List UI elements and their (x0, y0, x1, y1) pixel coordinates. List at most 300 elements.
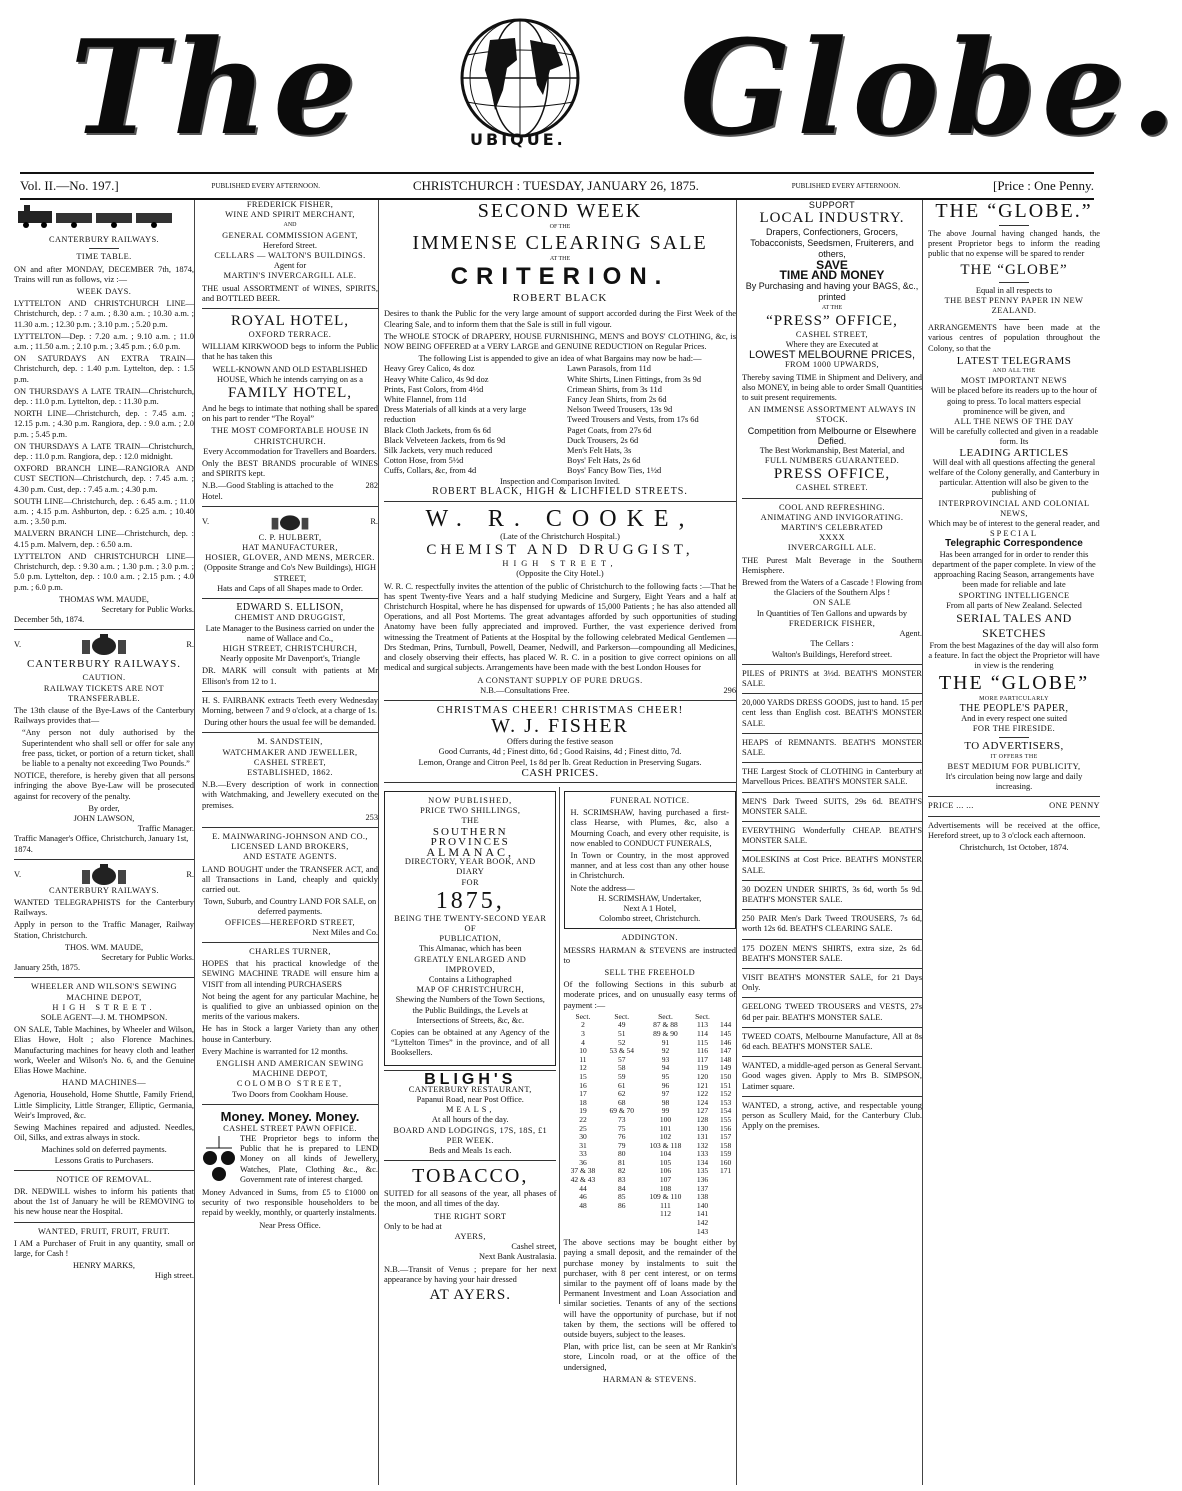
table-cell: 158 (720, 1140, 732, 1150)
table-cell: 100 (659, 1114, 672, 1124)
advanced: Money Advanced in Sums, from £5 to £1000 on security of two responsible householders to be repaid by weekly, monthly, or quarterly instalments. (202, 1188, 378, 1218)
table-cell: 134 (696, 1157, 709, 1167)
telegraphic: Telegraphic Correspondence (945, 538, 1083, 550)
sections-text: The above sections may be bought either by paying a small deposit, and the remainder of the purchase money by instalments to suit the purchaser, with 8 per cent interest, or on terms similar to the payment off of loans made by the Permanent Investment and Loan Association and similar societies. Tenants of any of the sections will have the opportunity of purchase, but if not taken by them, the sections will be offered to outside buyers, subject to the leases. (563, 1238, 736, 1340)
timetable-entry: LYTTELTON AND CHRISTCHURCH LINE—Christchurch, dep. : 7 a.m. ; 8.30 a.m. ; 10.30 a.m. ; 11.30 a.m. ; 12.30 p.m. ; 3.10 p.m. ; 5.20 p.m. (14, 299, 194, 329)
circulation: It's circulation being now large and daily increasing. (945, 771, 1083, 792)
sections-header-cell: Sect. (575, 1011, 591, 1021)
usual: THE usual ASSORTMENT of WINES, SPIRITS, and BOTTLED BEER. (202, 283, 378, 303)
removal: DR. NEDWILL wishes to inform his patients that about the 1st of January he will be REMOVING to his new house near the Hospital. (14, 1187, 194, 1217)
timetable-entry: ON THURSDAYS A LATE TRAIN—Christchurch, dep. : 11.0 p.m. Lyttelton, dep. : 11.30 p.m. (14, 386, 194, 407)
only: Only to be had at (384, 1221, 442, 1231)
workmanship: The Best Workmanship, Best Material, and (759, 446, 905, 456)
lawson-title: Traffic Manager. (137, 824, 194, 834)
table-row (564, 1202, 736, 1211)
year-1875: 1875, (435, 887, 505, 914)
offices: OFFICES—HEREFORD STREET, (225, 917, 355, 927)
at-the: AT THE (821, 304, 843, 311)
table-cell: 98 (661, 1097, 670, 1107)
received: Advertisements will be received at the office, Hereford street, up to 3 o'clock each afternoon. (928, 820, 1100, 840)
support: SUPPORT (808, 200, 856, 210)
colombo: Colombo street, Christchurch. (599, 914, 701, 924)
beath-ad: HEAPS of REMNANTS. BEATH'S MONSTER SALE. (742, 737, 922, 757)
next-bank: Next Bank Australasia. (479, 1252, 557, 1262)
black-address: ROBERT BLACK, HIGH & LICHFIELD STREETS. (432, 485, 688, 497)
table-cell: 145 (720, 1028, 732, 1038)
equal: Equal in all respects to (975, 285, 1053, 295)
table-cell: 151 (720, 1080, 732, 1090)
table-cell: 159 (720, 1149, 732, 1159)
deal: Will deal with all questions affecting the general welfare of the Colony generally, and Canterbury in particular. Attention will also be given to the publishing of (928, 457, 1100, 498)
table-cell: 18 (579, 1097, 587, 1107)
weekdays-heading: WEEK DAYS. (76, 287, 132, 297)
table-cell: 116 (697, 1046, 709, 1056)
table-cell: 12 (579, 1063, 587, 1073)
cooke-text: W. R. C. respectfully invites the attention of the public of Christchurch to the following facts :—That he has spent Twenty-five Years and a half studying Medicine and Surgery, Eight Years and a half at Christchurch Hospital, where he has dispensed for upwards of 15,000 Patients ; he has also attended all Operations, and all Post Mortems. The great advantages afforded by such opportunities of studing Anatomy have been fully appreciated and improved. Further, the vast experience derived from witnessing the Treatment of Patients at the Hospital by the following celebrated Medical Gentlemen —Drs Stedman, Prins, Turnbull, Powell, Deamer, Nedwill, and Parkerson—compounding all Medicines, and closely observing their effects, has placed W. R. C. in a position to give correct opinions on all medical and surgical subjects. Arrangements have been made with the best London Houses for (384, 581, 736, 673)
table-cell: 79 (618, 1140, 626, 1150)
beath-ad: PILES of PRINTS at 3½d. BEATH'S MONSTER SALE. (742, 668, 922, 688)
table-cell (641, 1228, 690, 1237)
sole-agent: SOLE AGENT—J. M. THOMPSON. (40, 1013, 168, 1022)
thereby: Thereby saving TIME in Shipment and Delivery, and also MONEY, in being able to order Small Quantities to suit present requirements. (742, 372, 922, 403)
table-cell: 96 (661, 1080, 670, 1090)
funeral: H. SCRIMSHAW, having purchased a first-class Hearse, with Plumes, &c, also a Mourning Coach, and every other requisite, is now enabled to CONDUCT FUNERALS, (570, 808, 729, 848)
town: Town, Suburb, and Country LAND FOR SALE, on deferred payments. (203, 897, 377, 917)
funeral2: In Town or Country, in the most approved manner, and at less cost than any other house in Christchurch. (570, 850, 729, 881)
table-row (564, 1064, 736, 1073)
two-doors: Two Doors from Cookham House. (232, 1089, 348, 1099)
mainwaring: E. MAINWARING-JOHNSON AND CO., LICENSED LAND BROKERS, (212, 831, 368, 852)
table-cell: 127 (696, 1106, 709, 1116)
sections-table (564, 1013, 736, 1236)
timetable-entry: LYTTELTON—Dep. : 7.20 a.m. ; 9.10 a.m. ; 11.0 a.m. ; 11.50 a.m. ; 2.10 p.m. ; 3.45 p.m. ; 6.0 p.m. (14, 331, 194, 352)
beath-ad: 250 PAIR Men's Dark Tweed TROUSERS, 7s 6d, worth 12s 6d. BEATH'S CLEARING SALE. (742, 914, 922, 934)
table-cell (564, 1219, 603, 1228)
offers: IT OFFERS THE (990, 753, 1038, 760)
lawson: JOHN LAWSON, (73, 813, 135, 823)
table-row (564, 1082, 736, 1091)
rail-title: CANTERBURY RAILWAYS. (48, 885, 160, 895)
beath-ad: TWEED COATS, Melbourne Manufacture, All at 8s 6d each. BEATH'S MONSTER SALE. (742, 1031, 922, 1051)
the: THE (461, 816, 479, 826)
table-cell: 62 (618, 1089, 626, 1099)
column-5 (928, 200, 1100, 1485)
at-ayers: AT AYERS. (429, 1287, 511, 1304)
table-cell: 22 (579, 1114, 587, 1124)
table-cell: 153 (720, 1097, 732, 1107)
tickets-notice: RAILWAY TICKETS ARE NOT TRANSFERABLE. (43, 683, 165, 703)
press-office: “PRESS” OFFICE, (766, 312, 898, 329)
timetable-entry: SOUTH LINE—Christchurch, dep. : 6.45 a.m. ; 11.0 a.m. ; 4.15 p.m. Ashburton, dep. : 6.25 a.m. ; 10.40 a.m. ; 3.50 p.m. (14, 496, 194, 527)
venus: N.B.—Transit of Venus ; prepare for her next appearance by having your hair dressed (384, 1264, 557, 1284)
cool: COOL AND REFRESHING. (778, 502, 886, 512)
opp-city-hotel: (Opposite the City Hotel.) (516, 569, 604, 579)
masthead (0, 0, 1182, 170)
office: Traffic Manager's Office, Christchurch, January 1st, 1874. (14, 834, 189, 854)
turner: CHARLES TURNER, (249, 946, 331, 956)
supply: A CONSTANT SUPPLY OF PURE DRUGS. (477, 675, 643, 685)
bargain-item: Black Velveteen Jackets, from 6s 9d (384, 435, 506, 445)
animating: ANIMATING AND INVIGORATING. (760, 512, 904, 522)
meals: MEALS, (445, 1105, 495, 1115)
board: BOARD AND LODGINGS, 17S, 18S, £1 PER WEEK. (393, 1125, 548, 1145)
table-cell: 76 (618, 1132, 626, 1142)
hosier: HOSIER, GLOVER, AND MENS, MERCER. (205, 553, 375, 563)
notice: NOTICE, therefore, is hereby given that all persons infringing the above Bye-Law will be prosecuted against for recovery of the penalty. (14, 771, 194, 801)
quote: “Any person not duly authorised by the Superintendent who shall sell or offer for sale any free pass, ticket, or portion of a return ticket, shall be liable to a penalty not exceeding Two Pounds.” (22, 728, 194, 768)
bargain-item: Nelson Tweed Trousers, 13s 9d (567, 405, 673, 415)
table-cell: 149 (720, 1063, 732, 1073)
column-4 (742, 200, 923, 1485)
column-3 (384, 200, 737, 1485)
price-value: ONE PENNY (1049, 801, 1100, 811)
bargain-item: White Shirts, Linen Fittings, from 3s 9d (567, 374, 702, 384)
at-the: AT THE (549, 256, 571, 263)
cashel: CASHEL STREET, (253, 757, 327, 767)
table-cell: 133 (696, 1149, 709, 1159)
timetable-entry: ON THURSDAYS A LATE TRAIN—Christchurch, dep. : 11.0 p.m. Rangiora, dep. : 12.0 midnight. (14, 441, 194, 462)
bargain-item: Tweed Trousers and Vests, from 17s 6d (567, 415, 699, 425)
invercargill: INVERCARGILL ALE. (787, 543, 877, 553)
table-cell: 75 (618, 1123, 626, 1133)
table-cell: 144 (720, 1020, 732, 1030)
fruit: I AM a Purchaser of Fruit in any quantity, small or large, for Cash ! (14, 1238, 194, 1259)
family-hotel: FAMILY HOTEL, (228, 385, 352, 402)
table-cell: 52 (618, 1037, 626, 1047)
price-two: PRICE TWO SHILLINGS, (420, 806, 521, 816)
full: FULL NUMBERS GUARANTEED. (764, 456, 900, 466)
table-cell: 58 (618, 1063, 626, 1073)
best-penny: THE BEST PENNY PAPER IN NEW ZEALAND. (944, 295, 1084, 316)
money-heading: Money. Money. Money. (220, 1108, 360, 1124)
copies: Copies can be obtained at any Agency of the “Lyttelton Times” in the province, and of all Booksellers. (391, 1027, 550, 1058)
all-news: ALL THE NEWS OF THE DAY (954, 417, 1074, 427)
serial: SERIAL TALES AND SKETCHES (956, 610, 1072, 640)
table-cell: 16 (579, 1080, 587, 1090)
drapers: Drapers, Confectioners, Grocers, Tobacconists, Seedsmen, Fruiterers, and others, (750, 227, 914, 260)
suited: And in every respect one suited (961, 713, 1067, 723)
bargain-item: Duck Trousers, 2s 6d (567, 435, 639, 445)
timetable-entry: OXFORD BRANCH LINE—RANGIORA AND CUST SECTION—Christchurch, dep. : 7.45 a.m. ; 4.30 p.m. Cust, dep. : 7.45 a.m. ; 4.30 p.m. (14, 464, 194, 494)
timetable-entry: LYTTELTON AND CHRISTCHURCH LINE—Christchurch, dep. : 9.30 a.m. ; 1.30 p.m. ; 3.0 p.m. ; 5.0 p.m. Lyttelton, dep. : 10.0 a.m. ; 2.15 p.m. ; 4.0 p.m. ; 6.0 p.m. (14, 551, 194, 592)
funeral-title: FUNERAL NOTICE. (610, 795, 690, 805)
warranted: Every Machine is warranted for 12 months. (202, 1046, 348, 1056)
brewed: Brewed from the Waters of a Cascade ! Flowing from the Glaciers of the Southern Alps ! (742, 578, 922, 598)
masthead-title-left: The (70, 11, 362, 164)
beds: Beds and Meals 1s each. (428, 1146, 512, 1156)
table-cell: 124 (696, 1097, 709, 1107)
table-cell: 142 (696, 1218, 709, 1228)
gca: GENERAL COMMISSION AGENT, (222, 230, 358, 240)
advertisers: TO ADVERTISERS, (964, 740, 1064, 753)
sections-header-cell: Sect. (658, 1011, 673, 1021)
nearly: Nearly opposite Mr Davenport's, Triangle (220, 654, 360, 664)
table-cell: 10 (579, 1046, 587, 1056)
nb: N.B.—Every description of work in connection with Watchmaking, and Jewellery executed on the premises. (202, 780, 378, 810)
table-cell: 61 (618, 1080, 626, 1090)
clause: The 13th clause of the Bye-Laws of the Canterbury Railways provides that— (14, 705, 194, 726)
table-cell: 91 (661, 1037, 670, 1047)
royal-r: R. (186, 640, 194, 650)
table-row (564, 1047, 736, 1056)
chemist: CHEMIST AND DRUGGIST, (234, 613, 346, 623)
train-engraving-icon (14, 203, 184, 229)
table-cell: 86 (618, 1200, 626, 1210)
leading: LEADING ARTICLES (959, 446, 1069, 459)
robert-black: ROBERT BLACK (512, 292, 608, 305)
papanui: Papanui Road, near Post Office. (416, 1095, 524, 1104)
note: Note the address— (570, 883, 635, 893)
cooke-chemist: CHEMIST AND DRUGGIST, (426, 542, 694, 559)
agent-for: Agent for (273, 261, 307, 271)
left-sub-column (384, 787, 560, 1304)
near: Near Press Office. (259, 1220, 321, 1230)
high: HIGH STREET, CHRISTCHURCH, (222, 643, 358, 653)
maude-title: Secretary for Public Works. (101, 952, 194, 962)
next-hotel: Next A 1 Hotel, (623, 903, 677, 913)
table-cell: 82 (618, 1166, 626, 1176)
table-cell: 68 (618, 1097, 626, 1107)
beath-ad: 20,000 YARDS DRESS GOODS, just to hand. 15 per cent less than English cost. BEATH'S MONSTER SALE. (742, 698, 922, 728)
rail-title: CANTERBURY RAILWAYS. (48, 235, 160, 245)
bargain-item: Prints, Fast Colors, from 4½d (384, 384, 484, 394)
now-published: NOW PUBLISHED, (428, 795, 513, 805)
restaurant: CANTERBURY RESTAURANT, (408, 1084, 532, 1094)
other-hours: During other hours the usual fee will be demanded. (204, 718, 376, 728)
important: MOST IMPORTANT NEWS (960, 376, 1068, 386)
signer: THOMAS WM. MAUDE, (59, 594, 149, 604)
sections-intro: Of the following Sections in this suburb at moderate prices, and on unusually easy terms of payment :— (563, 980, 736, 1010)
table-cell (715, 1210, 736, 1219)
bargain-item: Paget Coats, from 27s 6d (567, 425, 652, 435)
english: ENGLISH AND AMERICAN SEWING MACHINE DEPOT, (216, 1059, 364, 1079)
bargain-item: Cotton Hose, from 5½d (384, 456, 464, 466)
table-row (564, 1021, 736, 1030)
purest: THE Purest Malt Beverage in the Southern Hemisphere. (742, 555, 922, 575)
suited: SUITED for all seasons of the year, all phases of the moon, and all times of the day. (384, 1189, 557, 1209)
table-cell (564, 1210, 603, 1219)
table-cell (564, 1228, 603, 1237)
table-row (564, 1056, 736, 1065)
table-cell: 84 (618, 1183, 626, 1193)
pawn-text: THE Proprietor begs to inform the Public that he is prepared to LEND Money on all kinds of Jewellery, Watches, Plate, Clothing &c., &c. Government rate of interest charged. (240, 1134, 378, 1184)
magazines: From the best Magazines of the day will also form a feature. In fact the object the Proprietor will have in view is the rendering (928, 640, 1100, 671)
table-cell: 81 (618, 1157, 626, 1167)
table-cell: 48 (579, 1200, 587, 1210)
fireside: FOR THE FIRESIDE. (972, 724, 1056, 734)
this-almanac: This Almanac, which has been (418, 944, 522, 954)
southern-provinces: SOUTHERN PROVINCES (430, 825, 510, 848)
hulbert: C. P. HULBERT, (258, 532, 322, 542)
ellison: EDWARD S. ELLISON, (236, 602, 344, 614)
table-row (564, 1193, 736, 1202)
racing: Has been arranged for in order to render this department of the paper complete. In view of the approaching Racing Season, arrangements have been made for reliable and late (932, 549, 1096, 590)
bargain-item: Men's Felt Hats, 3s (567, 446, 632, 456)
table-cell: 122 (696, 1089, 709, 1099)
table-cell: 112 (659, 1209, 671, 1219)
table-cell: 57 (618, 1054, 626, 1064)
table-cell: 59 (618, 1071, 626, 1081)
table-cell (715, 1176, 736, 1185)
table-row (564, 1090, 736, 1099)
fisher: FREDERICK FISHER, (788, 618, 876, 628)
published-left: PUBLISHED EVERY AFTERNOON. (211, 181, 320, 190)
wanted-scullery: WANTED, a strong, active, and respectable young person as Scullery Maid, for the Canterbury Club. Apply on the premises. (742, 1100, 922, 1131)
intimate: And he begs to intimate that nothing shall be spared on his part to render “The Royal” (202, 404, 378, 424)
bargain-item: Black Cloth Jackets, from 6s 6d (384, 425, 491, 435)
cellars: The Cellars : (810, 639, 854, 649)
table-cell: 136 (696, 1175, 709, 1185)
right-sort: THE RIGHT SORT (434, 1211, 507, 1221)
bargain-item: Lawn Parasols, from 11d (567, 364, 651, 374)
table-cell: 15 (579, 1071, 587, 1081)
parts: From all parts of New Zealand. Selected (946, 600, 1082, 610)
royal-arms-icon (74, 634, 134, 656)
table-cell: 105 (659, 1157, 672, 1167)
date: January 25th, 1875. (14, 963, 81, 973)
wine: WINE AND SPIRIT MERCHANT, (225, 210, 355, 220)
bargain-list-right (567, 364, 736, 476)
map: MAP OF CHRISTCHURCH, (416, 985, 524, 995)
table-cell: 141 (696, 1209, 709, 1219)
table-cell: 85 (618, 1192, 626, 1202)
payments: Machines sold on deferred payments. (41, 1145, 167, 1155)
sections-header-cell: Sect. (695, 1011, 710, 1021)
bargain-list-left (384, 364, 553, 476)
published-right: PUBLISHED EVERY AFTERNOON. (791, 181, 901, 190)
time-money: TIME AND MONEY (779, 268, 885, 283)
bargain-item: Heavy White Calico, 4s 9d doz (384, 374, 489, 384)
table-cell: 171 (720, 1166, 732, 1176)
plan: Plan, with price list, can be seen at Mr Rankin's store, Lincoln road, or at the office of the undersigned, (563, 1342, 736, 1372)
sell: SELL THE FREEHOLD (604, 967, 696, 977)
wanted-servant: WANTED, a middle-aged person as General Servant. Good wages given. Apply to Mrs B. SIMPSON, Latimer square. (742, 1061, 922, 1091)
table-cell: 87 & 88 (653, 1020, 678, 1030)
timetable-entry: ON SATURDAYS AN EXTRA TRAIN—Christchurch, dep. : 1.40 p.m. Lyttelton, dep. : 1.5 p.m. (14, 354, 194, 384)
mark: DR. MARK will consult with patients at Mr Ellison's from 12 to 1. (202, 666, 378, 686)
table-cell: 152 (720, 1089, 732, 1099)
table-cell (602, 1228, 641, 1237)
arrangements: ARRANGEMENTS have been made at the various centres of population throughout the Colony, so that the (928, 323, 1100, 353)
table-row (564, 1150, 736, 1159)
stabling: N.B.—Good Stabling is attached to the Hotel. (202, 481, 334, 501)
beath-ad: EVERYTHING Wonderfully CHEAP. BEATH'S MONSTER SALE. (742, 825, 922, 846)
being: BEING THE TWENTY-SECOND YEAR (394, 913, 547, 923)
table-cell: 104 (659, 1149, 672, 1159)
above: The above Journal having changed hands, the present Proprietor begs to inform the reading public that no expense will be spared to render (928, 229, 1100, 259)
table-cell: 97 (661, 1089, 670, 1099)
immense: AN IMMENSE ASSORTMENT ALWAYS IN STOCK. (747, 405, 917, 425)
table-cell: 140 (696, 1200, 709, 1210)
xxxx: XXXX (819, 533, 845, 543)
lessons: Lessons Gratis to Purchasers. (54, 1155, 154, 1165)
for: FOR (461, 877, 479, 887)
table-cell: 17 (579, 1089, 587, 1099)
table-cell: 49 (618, 1020, 626, 1030)
table-cell: 138 (696, 1192, 709, 1202)
press-office-2: PRESS OFFICE, (773, 466, 891, 483)
and-all: AND ALL THE (992, 368, 1036, 375)
every: Every Accommodation for Travellers and Boarders. (203, 446, 377, 456)
table-cell: 94 (661, 1063, 670, 1073)
table-row (564, 1125, 736, 1134)
caution-title: CANTERBURY RAILWAYS. (26, 658, 182, 671)
pawn: CASHEL STREET PAWN OFFICE. (223, 1123, 357, 1133)
table-cell: 120 (696, 1071, 709, 1081)
table-cell: 146 (720, 1037, 732, 1047)
table-cell: 109 & 110 (649, 1192, 682, 1202)
opposite: (Opposite Strange and Co's New Buildings), HIGH STREET, (203, 563, 376, 583)
publication: PUBLICATION, (439, 934, 502, 944)
stabling-no: 282 (365, 481, 378, 491)
hat: HAT MANUFACTURER, (242, 543, 338, 553)
table-cell: 143 (696, 1226, 709, 1236)
contains: Contains a Lithographed (428, 974, 512, 984)
brands: Only the BEST BRANDS procurable of WINES and SPIRITS kept. (202, 459, 378, 479)
bargain-item: Heavy Grey Calico, 4s doz (384, 364, 475, 374)
oxford: OXFORD TERRACE. (248, 330, 332, 340)
bargain-item: White Flannel, from 11d (384, 395, 467, 405)
table-cell: 37 & 38 (570, 1166, 596, 1176)
table-cell: 42 & 43 (570, 1175, 596, 1185)
maude: THOS. WM. MAUDE, (64, 942, 144, 952)
columns (14, 200, 1100, 1485)
tobacco: TOBACCO, (412, 1165, 529, 1188)
medium: BEST MEDIUM FOR PUBLICITY, (947, 761, 1081, 771)
globe-heading-3: THE “GLOBE” (938, 671, 1090, 694)
timetable-intro: ON and after MONDAY, DECEMBER 7th, 1874, Trains will run as follows, viz :— (14, 264, 194, 284)
bargain-item: Silk Jackets, very much reduced (384, 446, 493, 456)
hereford: Hereford Street. (263, 240, 317, 250)
table-cell: 46 (579, 1192, 587, 1202)
lowest: LOWEST MELBOURNE PRICES, (748, 349, 916, 362)
pawnbroker-balls-icon (202, 1134, 236, 1186)
addington: ADDINGTON. (621, 933, 678, 943)
table-cell: 147 (720, 1046, 732, 1056)
table-cell: 92 (661, 1046, 670, 1056)
table-cell: 73 (618, 1114, 626, 1124)
table-cell: 30 (579, 1132, 587, 1142)
table-cell: 2 (581, 1020, 585, 1030)
removal-title: NOTICE OF REMOVAL. (56, 1174, 152, 1184)
table-cell (715, 1185, 736, 1194)
table-cell: 155 (720, 1114, 732, 1124)
shewing: Shewing the Numbers of the Town Sections, the Public Buildings, the Levels at Intersections of Streets, &c, &c. (395, 995, 545, 1025)
and: AND (283, 222, 297, 229)
list-intro: The following List is appended to give an idea of what Bargains may now be had:— (418, 354, 702, 364)
table-cell (641, 1219, 690, 1228)
cooke: W. R. COOKE, (425, 506, 695, 533)
royal-arms-icon (265, 511, 315, 533)
table-cell: 135 (696, 1166, 709, 1176)
comfortable: THE MOST COMFORTABLE HOUSE IN CHRISTCHURCH. (211, 426, 369, 446)
by-order: By order, (88, 803, 120, 813)
table-cell: 137 (696, 1183, 709, 1193)
immense-sale: IMMENSE CLEARING SALE (412, 232, 708, 255)
table-cell: 114 (697, 1028, 709, 1038)
price-label: PRICE ... ... (928, 801, 974, 811)
table-cell: 95 (661, 1071, 670, 1081)
offers: Offers during the festive season (506, 737, 614, 747)
price: [Price : One Penny. (992, 178, 1094, 193)
sections-header-row (564, 1013, 736, 1022)
timetable-entry: MALVERN BRANCH LINE—Christchurch, dep. : 4.15 p.m. Malvern, dep. : 6.50 a.m. (14, 529, 194, 549)
colombo: COLOMBO STREET, (236, 1079, 344, 1089)
bargain-item: Cuffs, Collars, &c, from 4d (384, 466, 477, 476)
land: LAND BOUGHT under the TRANSFER ACT, and all Transactions in Land, cheaply and quickly carried out. (202, 864, 378, 894)
sporting: SPORTING INTELLIGENCE (958, 590, 1070, 600)
marks: HENRY MARKS, (72, 1261, 136, 1271)
